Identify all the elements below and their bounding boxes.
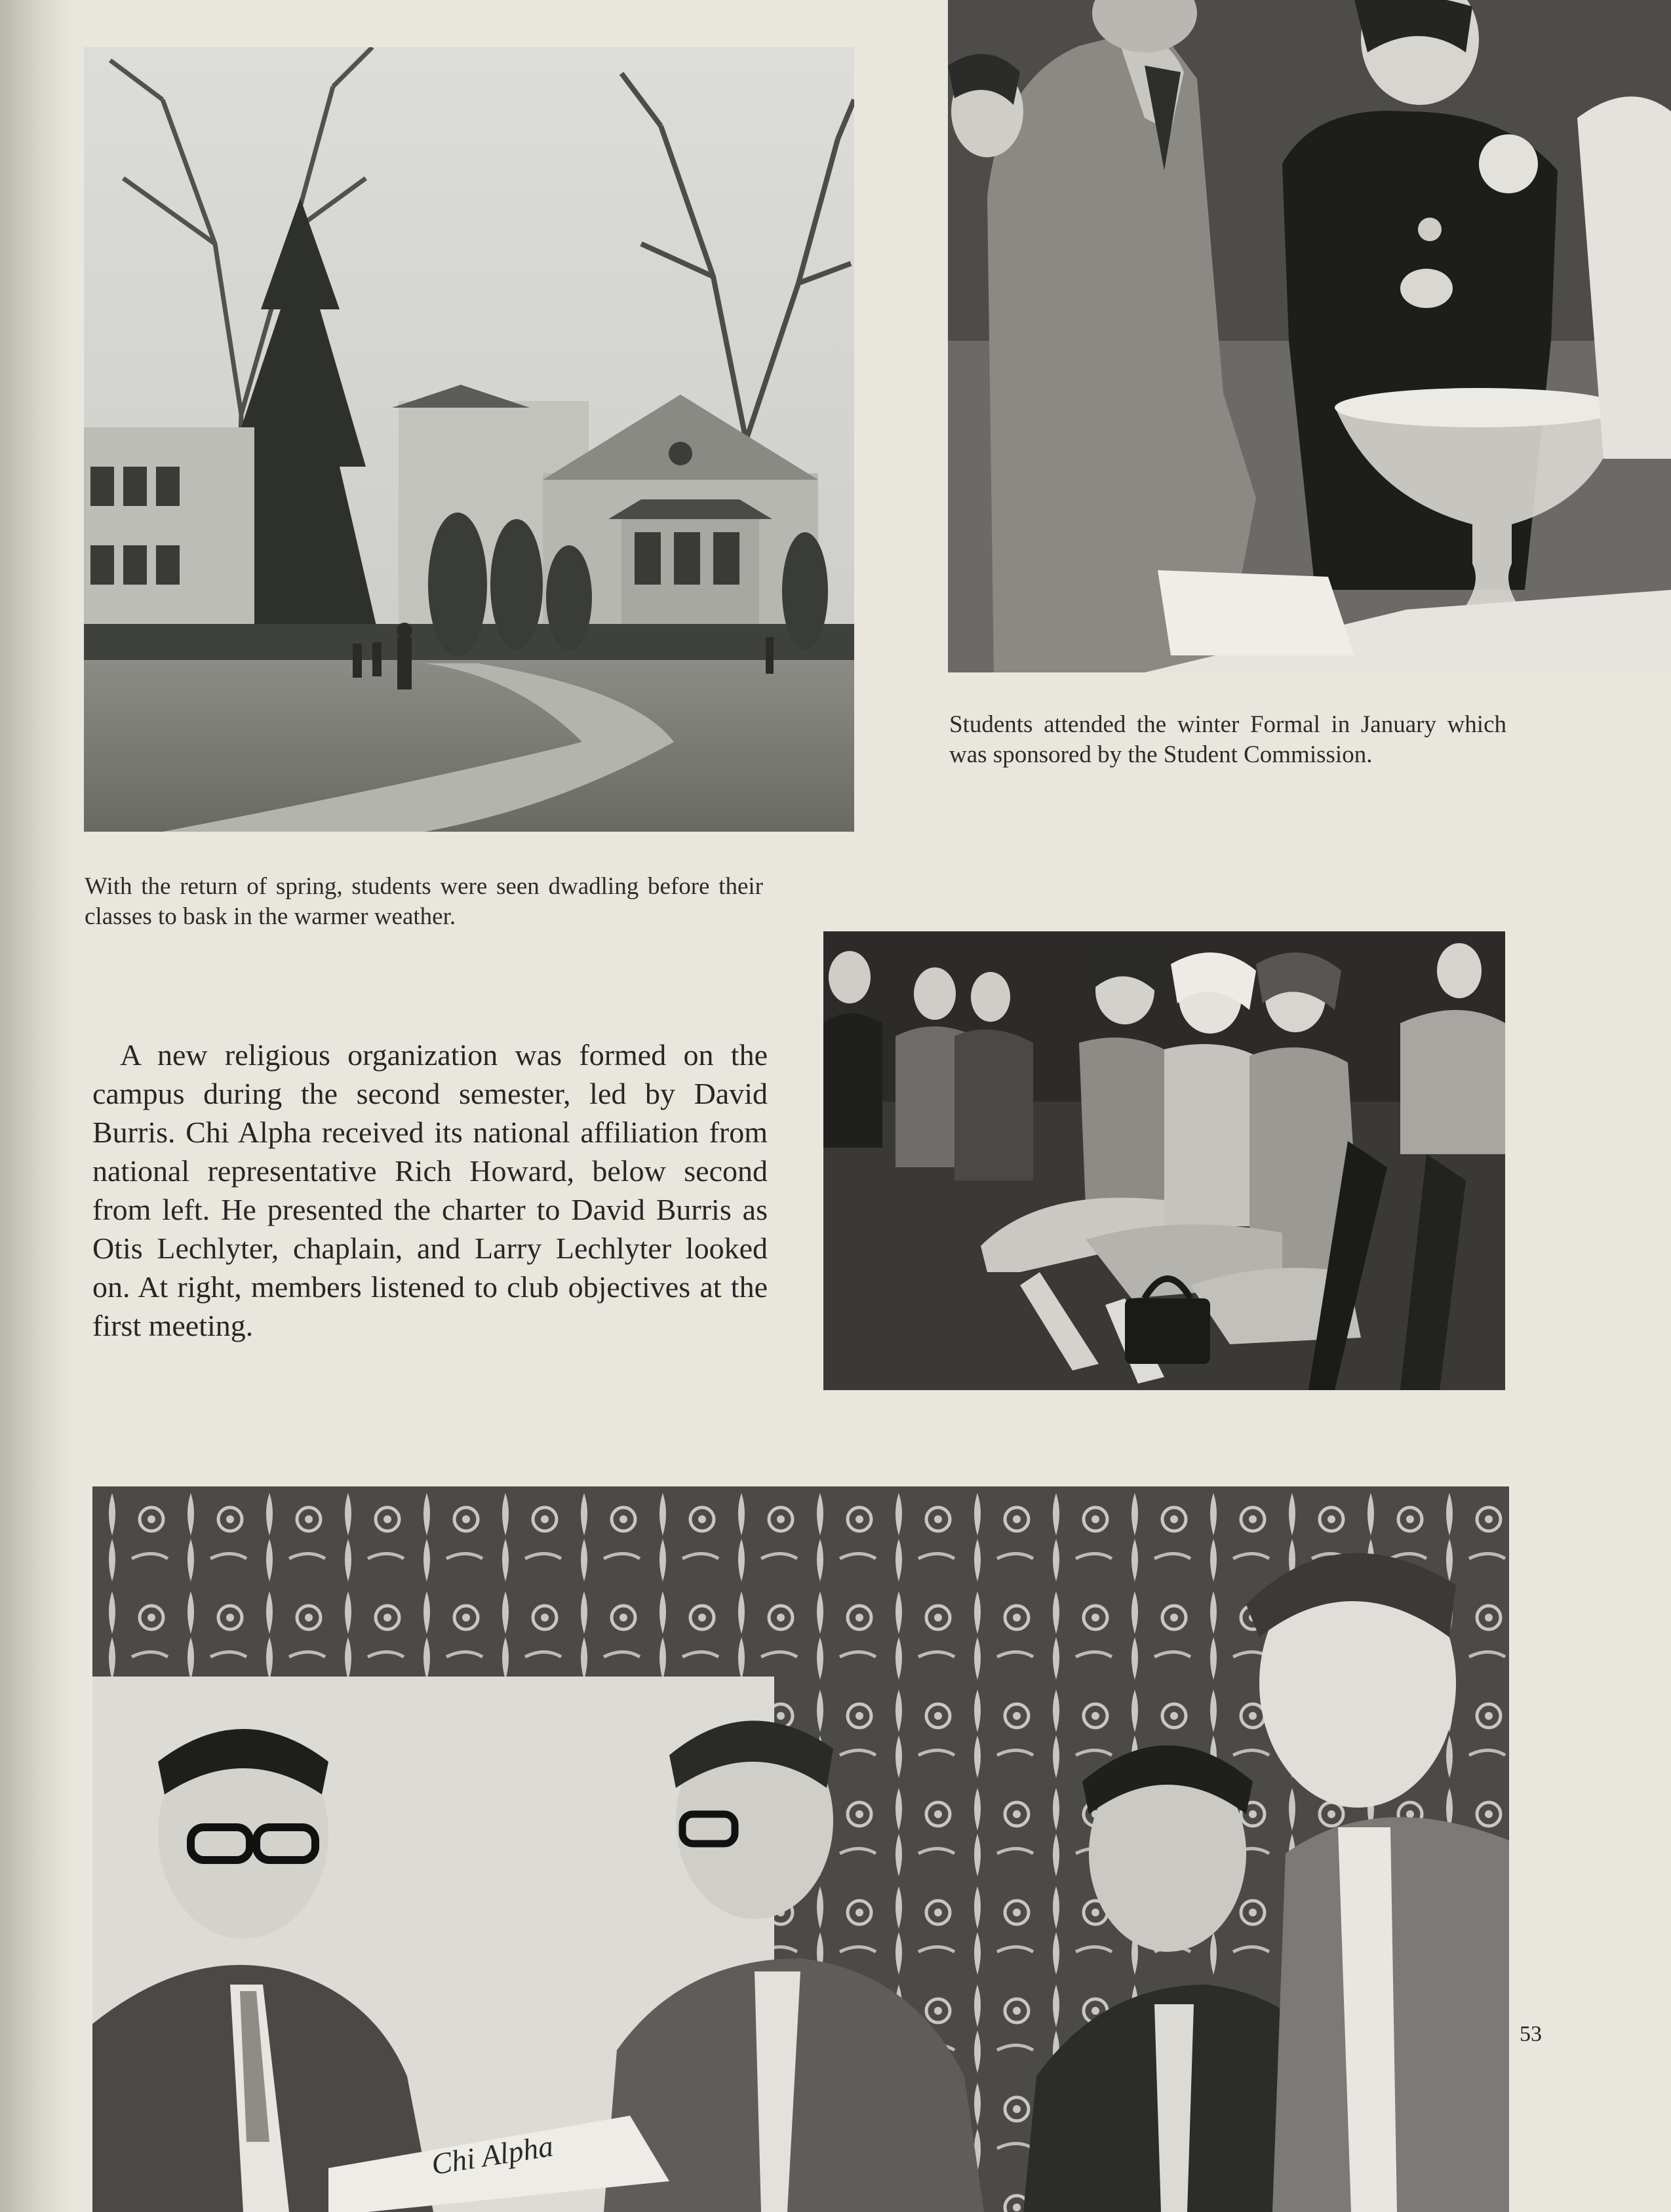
spring-photo-caption: With the return of spring, students were seen dwadling before their classes to bask in the warmer weather.: [85, 873, 763, 930]
page-gutter-shadow: [0, 0, 72, 2212]
winter-formal-photo: [948, 0, 1671, 672]
charter-presentation-photo: [92, 1486, 1509, 2212]
campus-building-photo: [84, 47, 854, 832]
chi-alpha-article-text: A new religious organization was formed on the campus during the second semester, led by David Burris. Chi Alpha received its national affiliation from national representative Rich Howard, below second from left. He presented the charter to David Burris as Otis Lechlyter, chaplain, and Larry Lechlyter looked on. At right, members listened to club objectives at the first meeting.: [92, 1038, 768, 1342]
formal-photo-caption: Students attended the winter Formal in January which was sponsored by the Student Commission.: [949, 711, 1506, 768]
charter-banner-text: Chi Alpha: [429, 2129, 556, 2181]
page-number: 53: [1520, 2022, 1542, 2046]
club-meeting-photo: [823, 931, 1505, 1390]
